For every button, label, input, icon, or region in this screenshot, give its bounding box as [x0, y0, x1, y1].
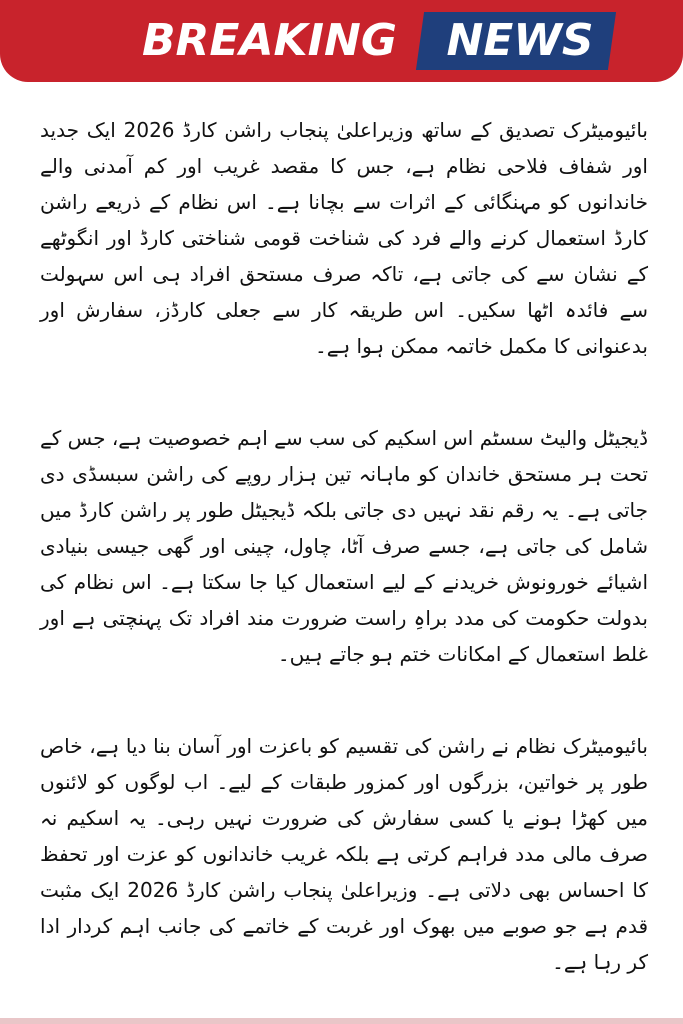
article-paragraph-3: بائیومیٹرک نظام نے راشن کی تقسیم کو باعزت اور آسان بنا دیا ہے، خاص طور پر خواتین، بزرگوں اور کمزور طبقات کے لیے۔ اب لوگوں کو لائنوں میں کھڑا ہونے یا کسی سفارش کی ضرورت نہیں رہی۔ یہ اسکیم نہ صرف مالی مدد فراہم کرتی ہے بلکہ غریب خاندانوں کو عزت اور تحفظ کا احساس بھی دلاتی ہے۔ وزیراعلیٰ پنجاب راشن کارڈ 2026 ایک مثبت قدم ہے جو صوبے میں بھوک اور غربت کے خاتمے کی جانب اہم کردار ادا کر رہا ہے۔ [40, 734, 648, 974]
bottom-divider [0, 1018, 683, 1024]
breaking-label: BREAKING [142, 15, 397, 66]
breaking-news-banner [0, 0, 683, 82]
news-label: NEWS [446, 15, 594, 66]
article-body [40, 112, 648, 980]
article-paragraph-2: ڈیجیٹل والیٹ سسٹم اس اسکیم کی سب سے اہم خصوصیت ہے، جس کے تحت ہر مستحق خاندان کو ماہانہ تین ہزار روپے کی راشن سبسڈی دی جاتی ہے۔ یہ رقم نقد نہیں دی جاتی بلکہ ڈیجیٹل طور پر راشن کارڈ میں شامل کی جاتی ہے، جسے صرف آٹا، چاول، چینی اور گھی جیسی بنیادی اشیائے خورونوش خریدنے کے لیے استعمال کیا جا سکتا ہے۔ اس نظام کی بدولت حکومت کی مدد براہِ راست ضرورت مند افراد تک پہنچتی ہے اور غلط استعمال کے امکانات ختم ہو جاتے ہیں۔ [40, 426, 648, 666]
article-paragraph-1: بائیومیٹرک تصدیق کے ساتھ وزیراعلیٰ پنجاب راشن کارڈ 2026 ایک جدید اور شفاف فلاحی نظام ہے، جس کا مقصد غریب اور کم آمدنی والے خاندانوں کو مہنگائی کے اثرات سے بچانا ہے۔ اس نظام کے ذریعے راشن کارڈ استعمال کرنے والے فرد کی شناخت قومی شناختی کارڈ اور انگوٹھے کے نشان سے کی جاتی ہے، تاکہ صرف مستحق افراد ہی اس سہولت سے فائدہ اٹھا سکیں۔ اس طریقہ کار سے جعلی کارڈز، سفارش اور بدعنوانی کا مکمل خاتمہ ممکن ہوا ہے۔ [40, 118, 648, 358]
